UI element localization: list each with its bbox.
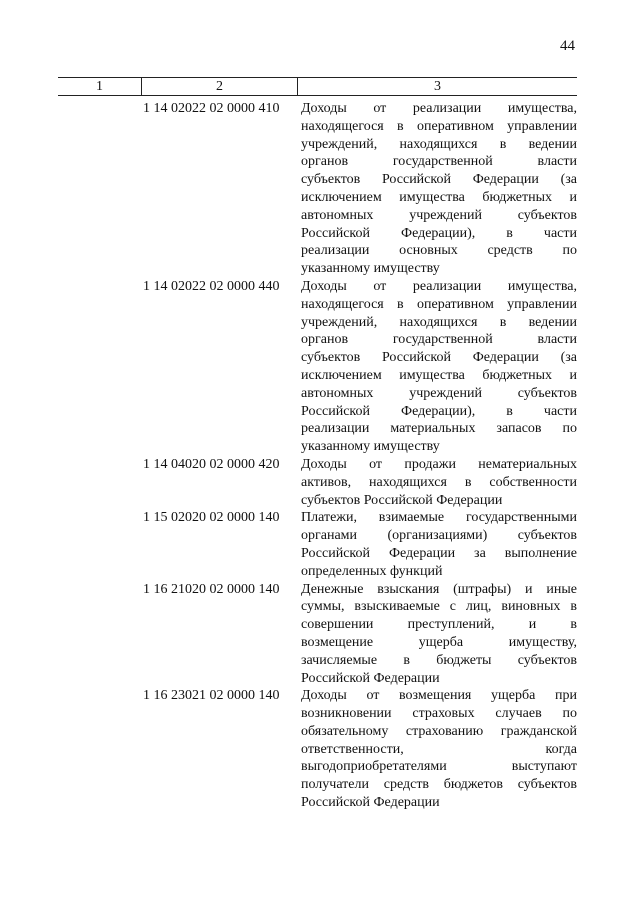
description-line: органами (организациями) субъектов [301, 528, 577, 544]
description-line: субъектов Российской Федерации (за [301, 350, 577, 366]
description-line: указанному имуществу [301, 439, 440, 455]
description-line: реализации основных средств по [301, 243, 577, 259]
revenue-code: 1 16 21020 02 0000 140 [143, 581, 280, 597]
table-row [0, 509, 639, 580]
header-col-2: 2 [142, 78, 298, 95]
description-line: Денежные взыскания (штрафы) и иные [301, 581, 577, 597]
description-line: совершении преступлений, и в [301, 617, 577, 633]
description-line: возникновении страховых случаев по [301, 706, 577, 722]
description-line: выгодоприобретателями выступают [301, 759, 577, 775]
description-line: определенных функций [301, 563, 443, 579]
table-row [0, 456, 639, 509]
revenue-description [301, 456, 577, 509]
description-line: Российской Федерации [301, 795, 440, 811]
description-line: исключением имущества бюджетных и [301, 367, 577, 383]
description-line: обязательному страхованию гражданской [301, 723, 577, 739]
description-line: субъектов Российской Федерации (за [301, 172, 577, 188]
description-line: учреждений, находящихся в ведении [301, 314, 577, 330]
description-line: автономных учреждений субъектов [301, 207, 577, 223]
description-line: субъектов Российской Федерации [301, 492, 503, 508]
header-col-1: 1 [58, 78, 142, 95]
page-number: 44 [560, 38, 575, 54]
revenue-description [301, 100, 577, 278]
table-row [0, 278, 639, 456]
table-row [0, 581, 639, 688]
revenue-description [301, 278, 577, 456]
description-line: находящегося в оперативном управлении [301, 296, 577, 312]
description-line: находящегося в оперативном управлении [301, 118, 577, 134]
description-line: Платежи, взимаемые государственными [301, 510, 577, 526]
revenue-description [301, 687, 577, 812]
description-line: активов, находящихся в собственности [301, 474, 577, 490]
revenue-description [301, 581, 577, 688]
revenue-code: 1 15 02020 02 0000 140 [143, 510, 280, 526]
revenue-code: 1 16 23021 02 0000 140 [143, 688, 280, 704]
description-line: Российской Федерации), в части [301, 225, 577, 241]
description-line: автономных учреждений субъектов [301, 385, 577, 401]
description-line: указанному имуществу [301, 261, 440, 277]
description-line: Доходы от продажи нематериальных [301, 456, 577, 472]
description-line: возмещение ущерба имуществу, [301, 634, 577, 650]
table-body [0, 100, 639, 812]
description-line: Доходы от реализации имущества, [301, 101, 577, 116]
description-line: Российской Федерации), в части [301, 403, 577, 419]
revenue-code: 1 14 04020 02 0000 420 [143, 456, 280, 472]
table-row [0, 100, 639, 278]
description-line: органов государственной власти [301, 332, 577, 348]
description-line: исключением имущества бюджетных и [301, 189, 577, 205]
revenue-description [301, 509, 577, 580]
revenue-code: 1 14 02022 02 0000 440 [143, 278, 280, 294]
header-col-3: 3 [434, 79, 441, 94]
description-line: реализации материальных запасов по [301, 421, 577, 437]
description-line: органов государственной власти [301, 154, 577, 170]
description-line: учреждений, находящихся в ведении [301, 136, 577, 152]
description-line: зачисляемые в бюджеты субъектов [301, 652, 577, 668]
description-line: суммы, взыскиваемые с лиц, виновных в [301, 599, 577, 615]
table-header [58, 77, 577, 96]
description-line: Российской Федерации [301, 670, 440, 686]
description-line: Доходы от возмещения ущерба при [301, 688, 577, 704]
table-row [0, 687, 639, 812]
description-line: получатели средств бюджетов субъектов [301, 777, 577, 793]
description-line: Доходы от реализации имущества, [301, 278, 577, 294]
description-line: Российской Федерации за выполнение [301, 545, 577, 561]
revenue-code: 1 14 02022 02 0000 410 [143, 101, 280, 116]
description-line: ответственности, когда [301, 741, 577, 757]
